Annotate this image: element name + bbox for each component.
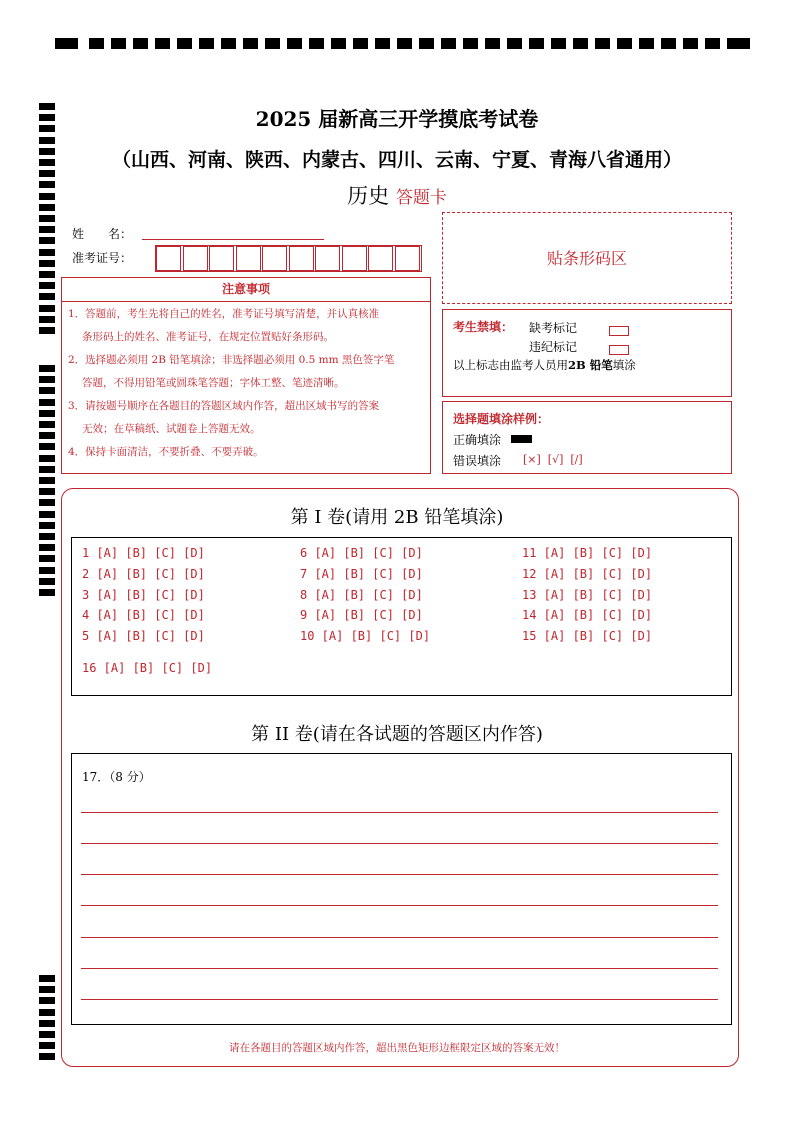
question-row[interactable]: 5 [A] [B] [C] [D]	[82, 629, 205, 644]
notice-item: 3．请按题号顺序在各题目的答题区域内作答，超出区域书写的答案	[68, 400, 380, 412]
registration-mark	[463, 38, 478, 49]
barcode-area	[442, 212, 732, 304]
question-row[interactable]: 15 [A] [B] [C] [D]	[522, 629, 653, 644]
registration-mark	[39, 455, 55, 462]
notice-title: 注意事项	[62, 278, 430, 302]
registration-mark	[39, 271, 55, 278]
answer-card-label: 答题卡	[395, 188, 447, 208]
notice-item: 无效；在草稿纸、试题卷上答题无效。	[82, 423, 261, 435]
left-registration-marks-top	[39, 103, 55, 339]
registration-mark	[397, 38, 412, 49]
notice-item: 4．保持卡面清洁，不要折叠、不要弄破。	[68, 446, 264, 458]
registration-mark	[39, 305, 55, 312]
question-row[interactable]: 14 [A] [B] [C] [D]	[522, 608, 653, 623]
registration-mark	[683, 38, 698, 49]
registration-mark	[39, 293, 55, 300]
writing-line	[81, 843, 718, 844]
proctor-note: 以上标志由监考人员用2B 铅笔填涂	[453, 358, 636, 372]
registration-mark	[485, 38, 500, 49]
exam-title: 2025 届新高三开学摸底考试卷	[255, 107, 539, 131]
notice-item: 条形码上的姓名、准考证号，在规定位置贴好条形码。	[82, 331, 334, 343]
registration-mark	[331, 38, 346, 49]
registration-mark	[39, 567, 55, 574]
registration-mark	[111, 38, 126, 49]
registration-mark	[39, 399, 55, 406]
registration-mark	[661, 38, 676, 49]
registration-mark	[265, 38, 280, 49]
registration-mark	[39, 477, 55, 484]
question-row[interactable]: 11 [A] [B] [C] [D]	[522, 546, 653, 560]
registration-mark	[507, 38, 522, 49]
writing-line	[81, 874, 718, 875]
registration-mark	[39, 1009, 55, 1016]
notice-item: 答题，不得用铅笔或圆珠笔答题；字体工整、笔迹清晰。	[82, 377, 345, 389]
registration-mark	[39, 533, 55, 540]
absent-mark-box[interactable]	[609, 320, 629, 339]
subject-name: 历史	[347, 184, 390, 208]
registration-mark	[441, 38, 456, 49]
question-row[interactable]: 1 [A] [B] [C] [D]	[82, 546, 205, 560]
writing-line	[81, 999, 718, 1000]
writing-line	[81, 812, 718, 813]
registration-mark	[39, 260, 55, 267]
section1-title: 第 I 卷(请用 2B 铅笔填涂)	[290, 507, 504, 528]
registration-mark	[309, 38, 324, 49]
registration-mark	[39, 365, 55, 372]
fill-example-title: 选择题填涂样例：	[453, 412, 550, 426]
registration-mark	[419, 38, 434, 49]
proctor-title: 考生禁填：	[453, 320, 514, 334]
registration-mark	[705, 38, 720, 49]
registration-mark	[529, 38, 544, 49]
top-registration-marks	[55, 38, 750, 51]
correct-fill-sample	[511, 435, 532, 443]
registration-mark	[39, 1020, 55, 1027]
fill-example-panel	[442, 401, 732, 474]
registration-mark	[39, 215, 55, 222]
violation-mark-label: 违纪标记	[529, 340, 578, 354]
question-row[interactable]: 13 [A] [B] [C] [D]	[522, 587, 653, 602]
registration-mark	[595, 38, 610, 49]
registration-mark	[39, 376, 55, 383]
registration-mark	[39, 544, 55, 551]
notice-item: 1．答题前，考生先将自己的姓名，准考证号填写清楚，并认真核准	[68, 308, 380, 320]
registration-mark	[551, 38, 566, 49]
registration-mark	[243, 38, 258, 49]
registration-mark	[221, 38, 236, 49]
registration-mark	[39, 466, 55, 473]
registration-mark	[39, 432, 55, 439]
question-row[interactable]: 9 [A] [B] [C] [D]	[300, 608, 423, 623]
registration-mark	[39, 387, 55, 394]
section2-title: 第 II 卷(请在各试题的答题区内作答)	[251, 724, 543, 745]
registration-mark	[39, 316, 55, 323]
exam-id-outline	[155, 245, 422, 272]
registration-mark	[39, 1031, 55, 1038]
writing-line	[81, 937, 718, 938]
footer-warning: 请在各题目的答题区域内作答，超出黑色矩形边框限定区域的答案无效！	[229, 1042, 565, 1054]
correct-fill-label: 正确填涂	[453, 433, 502, 447]
question-row[interactable]: 10 [A] [B] [C] [D]	[300, 629, 431, 644]
registration-mark	[573, 38, 588, 49]
registration-mark	[39, 421, 55, 428]
registration-mark	[39, 410, 55, 417]
question-row[interactable]: 6 [A] [B] [C] [D]	[300, 546, 423, 560]
registration-mark	[353, 38, 368, 49]
question-row[interactable]: 12 [A] [B] [C] [D]	[522, 566, 653, 581]
registration-mark	[617, 38, 632, 49]
registration-mark	[199, 38, 214, 49]
registration-mark	[39, 249, 55, 256]
registration-mark	[39, 226, 55, 233]
registration-mark	[55, 38, 78, 49]
registration-mark	[39, 282, 55, 289]
writing-line	[81, 905, 718, 906]
wrong-fill-samples: [×] [√] [/]	[523, 453, 583, 466]
registration-mark	[89, 38, 104, 49]
wrong-fill-label: 错误填涂	[453, 454, 502, 468]
registration-mark	[39, 986, 55, 993]
registration-mark	[287, 38, 302, 49]
name-field[interactable]	[142, 239, 324, 240]
question-row[interactable]: 8 [A] [B] [C] [D]	[300, 587, 423, 602]
registration-mark	[39, 488, 55, 495]
barcode-label: 贴条形码区	[546, 249, 627, 268]
registration-mark	[39, 443, 55, 450]
registration-mark	[39, 137, 55, 144]
registration-mark	[727, 38, 750, 49]
question-17-label: 17．（8 分）	[82, 770, 151, 784]
registration-mark	[177, 38, 192, 49]
question-row[interactable]: 7 [A] [B] [C] [D]	[300, 566, 423, 581]
registration-mark	[639, 38, 654, 49]
id-label: 准考证号：	[72, 251, 133, 265]
registration-mark	[375, 38, 390, 49]
registration-mark	[155, 38, 170, 49]
left-registration-marks-middle	[39, 365, 55, 597]
exam-regions: （山西、河南、陕西、内蒙古、四川、云南、宁夏、青海八省通用）	[111, 149, 682, 171]
notice-item: 2．选择题必须用 2B 铅笔填涂；非选择题必须用 0.5 mm 黑色签字笔	[68, 354, 395, 366]
registration-mark	[39, 237, 55, 244]
writing-line	[81, 968, 718, 969]
name-label: 姓 名：	[72, 227, 133, 241]
registration-mark	[39, 997, 55, 1004]
registration-mark	[39, 578, 55, 585]
question-row[interactable]: 3 [A] [B] [C] [D]	[82, 587, 205, 602]
question-row[interactable]: 4 [A] [B] [C] [D]	[82, 608, 205, 623]
registration-mark	[39, 589, 55, 596]
notice-panel	[61, 277, 431, 474]
question-row[interactable]: 16 [A] [B] [C] [D]	[82, 661, 213, 675]
proctor-marks-panel	[442, 309, 732, 397]
registration-mark	[39, 555, 55, 562]
registration-mark	[39, 327, 55, 334]
essay-answer-box[interactable]	[71, 753, 732, 1025]
registration-mark	[133, 38, 148, 49]
absent-mark-label: 缺考标记	[529, 321, 578, 335]
registration-mark	[39, 975, 55, 982]
question-row[interactable]: 2 [A] [B] [C] [D]	[82, 566, 205, 581]
violation-mark-box[interactable]	[609, 339, 629, 358]
subject-title	[0, 180, 794, 210]
